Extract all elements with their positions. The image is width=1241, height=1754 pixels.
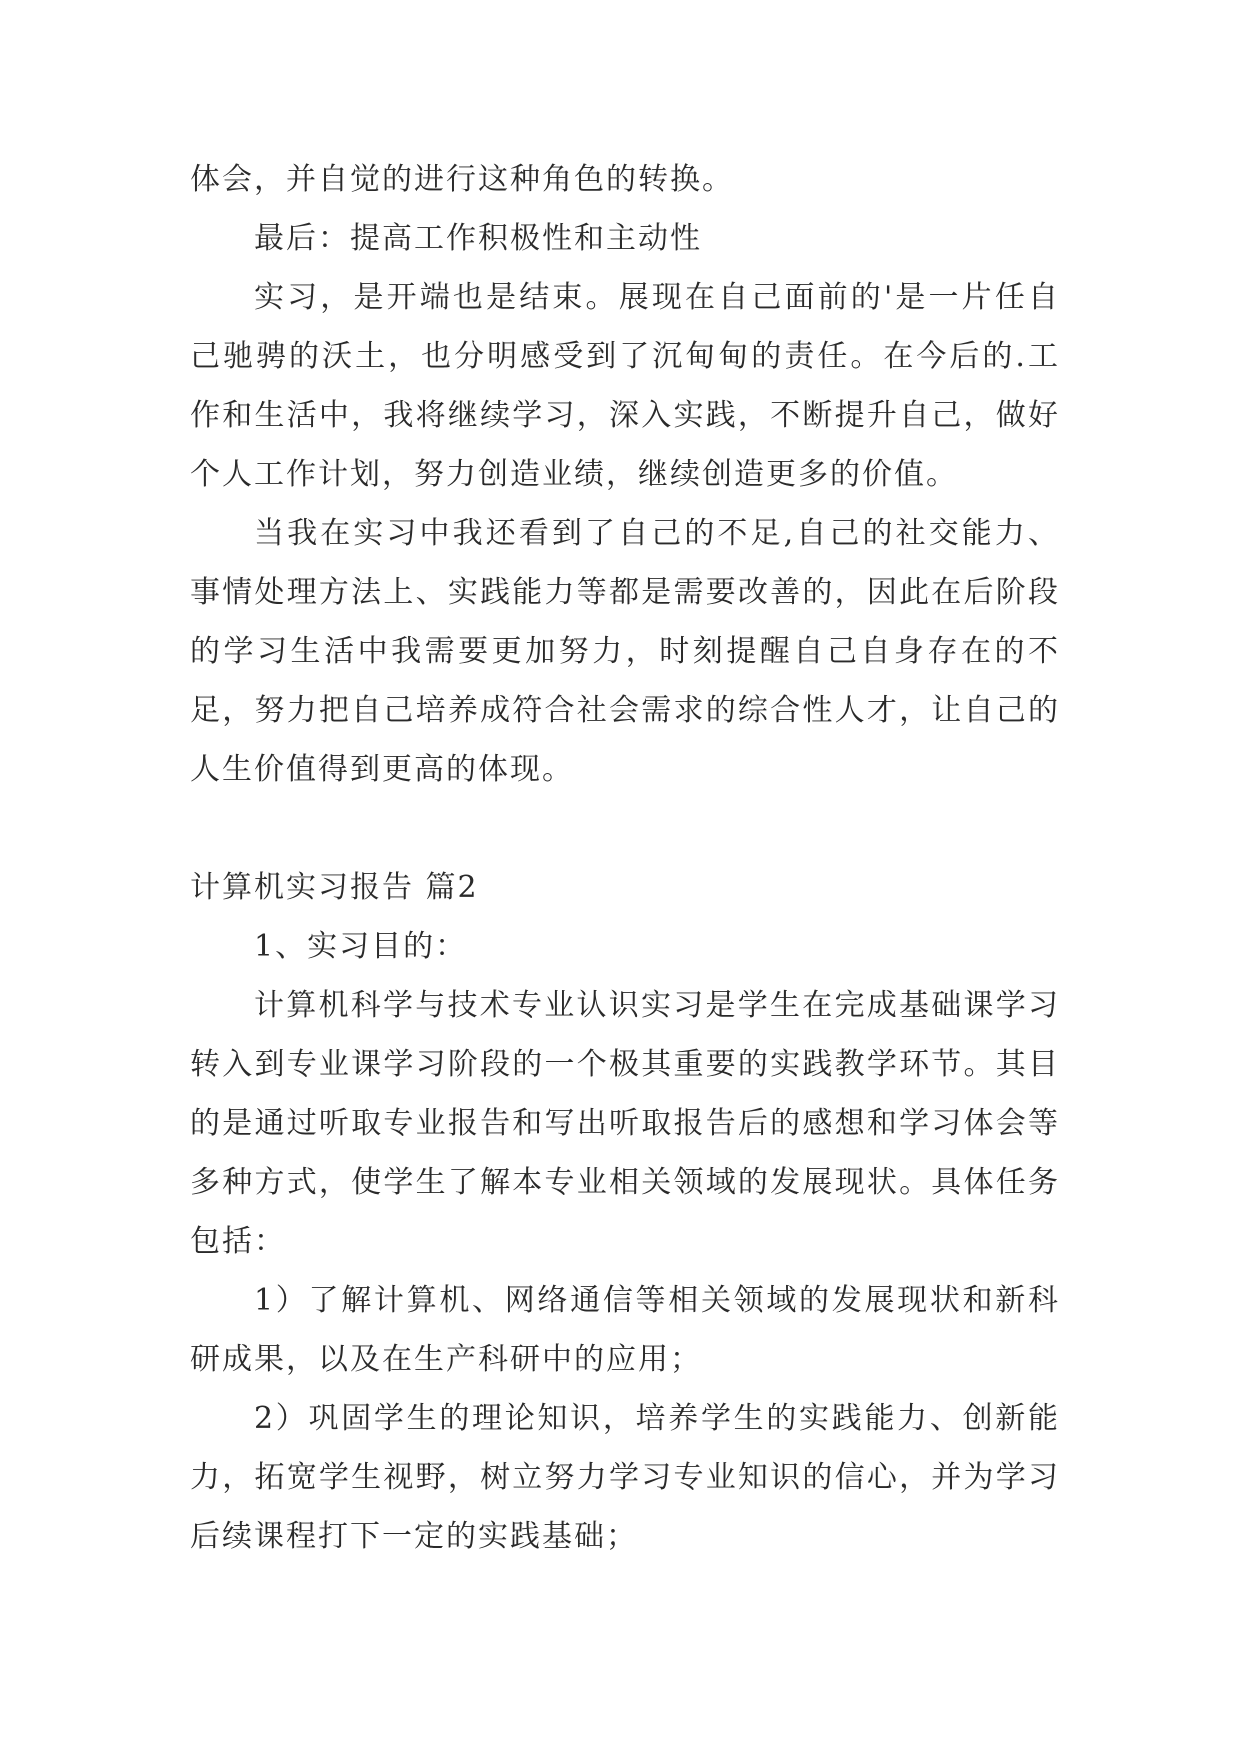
paragraph: 1）了解计算机、网络通信等相关领域的发展现状和新科研成果，以及在生产科研中的应用； <box>190 1283 1060 1377</box>
paragraph: 最后：提高工作积极性和主动性 <box>254 221 702 256</box>
paragraph: 2）巩固学生的理论知识，培养学生的实践能力、创新能力，拓宽学生视野，树立努力学习专业知识的信心，并为学习后续课程打下一定的实践基础； <box>190 1401 1060 1554</box>
document-body <box>190 150 1060 1566</box>
paragraph: 实习，是开端也是结束。展现在自己面前的'是一片任自己驰骋的沃土，也分明感受到了沉甸甸的责任。在今后的.工作和生活中，我将继续学习，深入实践，不断提升自己，做好个人工作计划，努力创造业绩，继续创造更多的价值。 <box>190 280 1060 492</box>
section-title: 计算机实习报告 篇2 <box>190 870 479 905</box>
paragraph: 1、实习目的： <box>254 929 468 964</box>
paragraph: 计算机科学与技术专业认识实习是学生在完成基础课学习转入到专业课学习阶段的一个极其重要的实践教学环节。其目的是通过听取专业报告和写出听取报告后的感想和学习体会等多种方式，使学生了解本专业相关领域的发展现状。具体任务包括： <box>190 988 1060 1259</box>
paragraph: 体会，并自觉的进行这种角色的转换。 <box>190 162 734 197</box>
paragraph: 当我在实习中我还看到了自己的不足,自己的社交能力、事情处理方法上、实践能力等都是需要改善的，因此在后阶段的学习生活中我需要更加努力，时刻提醒自己自身存在的不足，努力把自己培养成符合社会需求的综合性人才，让自己的人生价值得到更高的体现。 <box>190 516 1060 787</box>
